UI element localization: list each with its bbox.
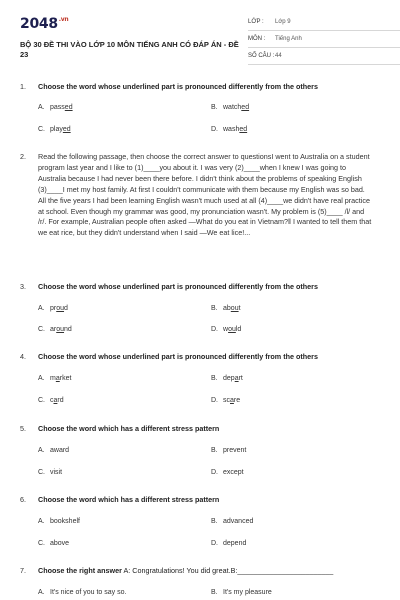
option-key: B. <box>211 375 218 382</box>
question-number: 2. <box>20 152 26 161</box>
option-a[interactable] <box>38 518 80 525</box>
option-a[interactable] <box>38 589 126 596</box>
option-text: prevent <box>223 447 247 454</box>
option-key: D. <box>211 397 218 404</box>
option-key: C. <box>38 326 45 333</box>
question-prompt: Choose the right answer <box>38 566 122 575</box>
option-text: pr <box>50 305 57 312</box>
question-number: 1. <box>20 82 26 91</box>
option-d[interactable] <box>211 397 240 404</box>
option-underlined: ou <box>56 326 65 333</box>
question-text: Choose the word which has a different stress pattern <box>38 495 220 504</box>
option-c[interactable] <box>38 469 62 476</box>
option-underlined: ou <box>230 305 239 312</box>
option-key: B. <box>211 305 218 312</box>
option-text: play <box>50 126 63 133</box>
option-underlined: a <box>234 375 239 382</box>
option-underlined: a <box>230 397 234 404</box>
option-text: ar <box>50 326 57 333</box>
option-key: C. <box>38 540 45 547</box>
option-key: A. <box>38 589 45 596</box>
option-b[interactable] <box>211 305 241 312</box>
option-text-end: nd <box>64 326 72 333</box>
option-c[interactable] <box>38 126 71 133</box>
option-d[interactable] <box>211 469 244 476</box>
option-underlined: ed <box>239 126 248 133</box>
option-text: w <box>223 326 229 333</box>
question-number: 7. <box>20 566 26 575</box>
option-text: advanced <box>223 518 254 525</box>
option-text: c <box>50 397 54 404</box>
option-text: It's my pleasure <box>223 589 272 596</box>
meta-grade-row <box>248 14 400 31</box>
option-key: D. <box>211 326 218 333</box>
meta-count-row <box>248 48 400 65</box>
option-text: ab <box>223 305 231 312</box>
logo-domain: .vn <box>58 16 69 23</box>
option-text: above <box>50 540 70 547</box>
question-number: 3. <box>20 282 26 291</box>
meta-key: LỚP : <box>248 19 264 25</box>
option-d[interactable] <box>211 326 241 333</box>
option-key: A. <box>38 375 45 382</box>
option-b[interactable] <box>211 104 249 111</box>
option-text-end: rket <box>59 375 72 382</box>
question-number: 6. <box>20 495 26 504</box>
option-c[interactable] <box>38 326 72 333</box>
option-key: D. <box>211 126 218 133</box>
option-text-end: rd <box>57 397 64 404</box>
option-key: B. <box>211 589 218 596</box>
option-b[interactable] <box>211 589 272 596</box>
option-underlined: ou <box>228 326 236 333</box>
option-text: dep <box>223 375 235 382</box>
option-text: pass <box>50 104 65 111</box>
option-underlined: ed <box>241 104 250 111</box>
option-text-end: t <box>238 305 241 312</box>
option-a[interactable] <box>38 305 68 312</box>
option-text: depend <box>223 540 247 547</box>
meta-value: Tiếng Anh <box>275 36 302 42</box>
option-text-end: d <box>64 305 68 312</box>
question-number: 5. <box>20 424 26 433</box>
meta-value: Lớp 9 <box>275 19 291 25</box>
option-key: B. <box>211 447 218 454</box>
question-text <box>38 566 373 575</box>
exam-title: BỘ 30 ĐỀ THI VÀO LỚP 10 MÔN TIẾNG ANH CÓ ĐÁP ÁN - ĐỀ 23 <box>20 40 239 59</box>
question-text: Choose the word whose underlined part is pronounced differently from the others <box>38 352 318 361</box>
site-logo[interactable] <box>20 16 68 32</box>
option-underlined: ed <box>64 104 73 111</box>
option-b[interactable] <box>211 447 246 454</box>
option-key: B. <box>211 518 218 525</box>
option-text: bookshelf <box>50 518 80 525</box>
option-key: B. <box>211 104 218 111</box>
meta-subject-row <box>248 31 400 48</box>
option-text: award <box>50 447 70 454</box>
option-c[interactable] <box>38 540 69 547</box>
reading-passage: Read the following passage, then choose the correct answer to questionsI went to Australia on a student program last year and I like to (1)____you about it. I was very (2)____when I knew I was going to Australia because I had never been there before. I didn't think about the problems of speaking English (3)____I met my host family. At first I couldn't communicate with them because my English was so bad. All the five years I had been learning English wasn't much used at all (4)____we didn't have real practice at school. Even though my grammar was good, my pronunciation wasn't. My problem is (5)____ /l/ and /r/. For example, Australian people often asked —What do you eat in Vietnam?‖ I wanted to tell them that we eat rice, but they didn't understand when I said —We eat lice!... <box>38 152 372 238</box>
option-a[interactable] <box>38 375 71 382</box>
option-text: wash <box>223 126 240 133</box>
question-text: Choose the word whose underlined part is pronounced differently from the others <box>38 282 318 291</box>
option-c[interactable] <box>38 397 64 404</box>
option-text: except <box>223 469 244 476</box>
option-text: sc <box>223 397 230 404</box>
option-key: A. <box>38 305 45 312</box>
option-key: C. <box>38 126 45 133</box>
option-key: C. <box>38 469 45 476</box>
option-text-end: re <box>233 397 241 404</box>
option-text-end: rt <box>238 375 243 382</box>
option-d[interactable] <box>211 540 246 547</box>
option-key: D. <box>211 540 218 547</box>
option-text: watch <box>223 104 242 111</box>
option-text-end: ld <box>235 326 242 333</box>
option-text: m <box>50 375 56 382</box>
option-text: It's nice of you to say so. <box>50 589 127 596</box>
option-a[interactable] <box>38 104 73 111</box>
option-key: A. <box>38 104 45 111</box>
exam-meta <box>248 14 400 65</box>
question-dialogue: A: Congratulations! You did great.B:________________________ <box>121 566 334 575</box>
option-b[interactable] <box>211 375 243 382</box>
option-key: A. <box>38 447 45 454</box>
question-number: 4. <box>20 352 26 361</box>
meta-key: MÔN : <box>248 36 266 42</box>
option-key: A. <box>38 518 45 525</box>
option-underlined: a <box>53 397 58 404</box>
option-underlined: a <box>55 375 60 382</box>
option-a[interactable] <box>38 447 69 454</box>
option-key: D. <box>211 469 218 476</box>
question-text: Choose the word whose underlined part is pronounced differently from the others <box>38 82 318 91</box>
logo-text: 2048 <box>20 16 58 32</box>
option-b[interactable] <box>211 518 253 525</box>
exam-header <box>20 14 380 62</box>
option-d[interactable] <box>211 126 247 133</box>
option-text: visit <box>50 469 63 476</box>
meta-value: 44 <box>275 53 282 59</box>
option-underlined: ed <box>62 126 71 133</box>
question-text: Choose the word which has a different stress pattern <box>38 424 220 433</box>
meta-key: SỐ CÂU : <box>248 53 275 59</box>
option-underlined: ou <box>56 305 65 312</box>
option-key: C. <box>38 397 45 404</box>
